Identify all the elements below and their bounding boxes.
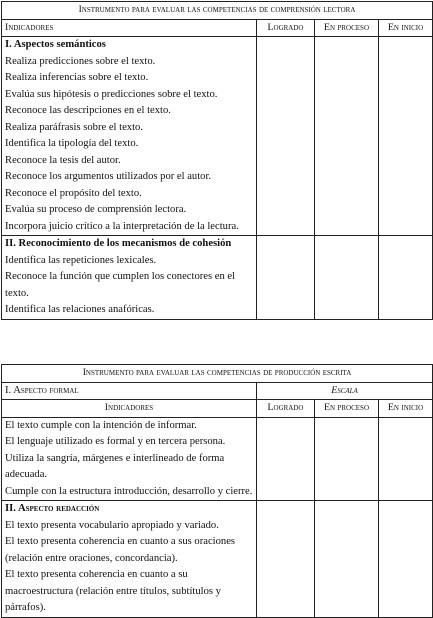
list-item: Realiza inferencias sobre el texto. xyxy=(5,72,149,83)
list-item: Realiza paráfrasis sobre el texto. xyxy=(5,121,143,133)
table2-section1-title: I. Aspecto formal xyxy=(2,382,257,400)
list-item: Cumple con la estructura introducción, desarrollo y cierre. xyxy=(5,485,253,497)
table2-section2-title: II. Aspecto redacción xyxy=(5,503,100,514)
list-item: El texto cumple con la intención de informar. xyxy=(5,419,197,431)
list-item: Identifica las relaciones anafóricas. xyxy=(5,304,155,315)
list-item: Reconoce las descripciones en el texto. xyxy=(5,105,171,116)
table1-section1-beginning-cell[interactable] xyxy=(379,37,433,236)
table1-section2-title: II. Reconocimiento de los mecanismos de cohesión xyxy=(5,238,232,249)
table2-section1-achieved-cell[interactable] xyxy=(257,417,315,501)
list-item: Reconoce el propósito del texto. xyxy=(5,187,142,199)
table1-header-achieved: Logrado xyxy=(257,19,315,37)
table2-scale-label: Escala xyxy=(257,382,433,400)
list-item: Reconoce los argumentos utilizados por el autor. xyxy=(5,171,212,182)
table2-section2-row xyxy=(2,501,433,618)
table1-section2-cell xyxy=(2,236,257,320)
table2-section1-in-progress-cell[interactable] xyxy=(315,417,379,501)
table1-section2-in-progress-cell[interactable] xyxy=(315,236,379,320)
table1-section1-title: I. Aspectos semánticos xyxy=(5,39,106,50)
table1-section1-in-progress-cell[interactable] xyxy=(315,37,379,236)
list-item: Evalúa su proceso de comprensión lectora. xyxy=(5,204,187,215)
table2-section2-in-progress-cell[interactable] xyxy=(315,501,379,618)
table2-header-beginning: En inicio xyxy=(379,400,433,418)
table1-section1-achieved-cell[interactable] xyxy=(257,37,315,236)
list-item: Incorpora juicio crítico a la interpretación de la lectura. xyxy=(5,220,239,232)
table2-title: Instrumento para evaluar las competencias de producción escrita xyxy=(2,365,433,383)
list-item: Utiliza la sangría, márgenes e interlineado de forma adecuada. xyxy=(5,452,225,480)
table2-section2-beginning-cell[interactable] xyxy=(379,501,433,618)
list-item: Identifica la tipología del texto. xyxy=(5,138,139,149)
table1-header-indicators: Indicadores xyxy=(2,19,257,37)
table1-section2-beginning-cell[interactable] xyxy=(379,236,433,320)
list-item: El lenguaje utilizado es formal y en tercera persona. xyxy=(5,436,226,447)
table1-section2-row xyxy=(2,236,433,320)
list-item: Identifica las repeticiones lexicales. xyxy=(5,254,157,266)
written-production-table xyxy=(1,364,433,618)
list-item: El texto presenta coherencia en cuanto a sus oraciones (relación entre oraciones, concordancia). xyxy=(5,536,236,564)
table2-section1-row xyxy=(2,417,433,501)
table1-section1-row xyxy=(2,37,433,236)
list-item: Reconoce la función que cumplen los conectores en el texto. xyxy=(5,271,236,299)
list-item: Realiza predicciones sobre el texto. xyxy=(5,55,156,67)
table2-section1-beginning-cell[interactable] xyxy=(379,417,433,501)
list-item: Reconoce la tesis del autor. xyxy=(5,154,121,166)
reading-comprehension-table xyxy=(1,1,433,320)
table1-header-beginning: En inicio xyxy=(379,19,433,37)
table2-section2-achieved-cell[interactable] xyxy=(257,501,315,618)
table1-header-in-progress: En proceso xyxy=(315,19,379,37)
table2-section1-cell xyxy=(2,417,257,501)
table2-header-indicators: Indicadores xyxy=(2,400,257,418)
list-item: Evalúa sus hipótesis o predicciones sobre el texto. xyxy=(5,88,218,100)
table2-header-achieved: Logrado xyxy=(257,400,315,418)
table2-section2-cell xyxy=(2,501,257,618)
table1-section1-cell xyxy=(2,37,257,236)
table1-section2-achieved-cell[interactable] xyxy=(257,236,315,320)
table1-title: Instrumento para evaluar las competencias de comprensión lectora xyxy=(2,2,433,20)
table2-header-in-progress: En proceso xyxy=(315,400,379,418)
list-item: El texto presenta coherencia en cuanto a su macroestructura (relación entre títulos, subtítulos y párrafos). xyxy=(5,569,221,613)
list-item: El texto presenta vocabulario apropiado y variado. xyxy=(5,519,219,531)
